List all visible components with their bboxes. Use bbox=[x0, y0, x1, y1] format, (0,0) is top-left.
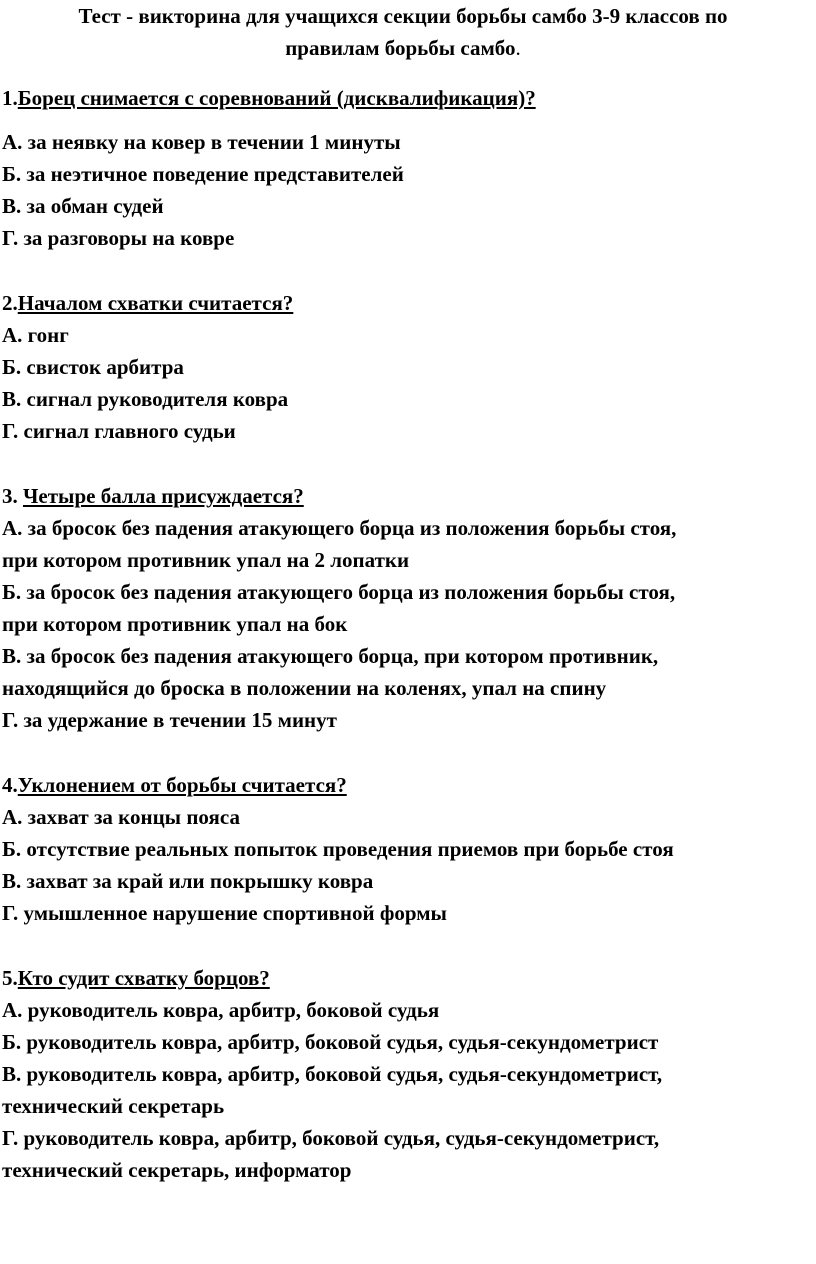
answer-option: В. захват за край или покрышку ковра bbox=[2, 869, 374, 893]
answer-option: Б. отсутствие реальных попыток проведения приемов при борьбе стоя bbox=[2, 837, 674, 861]
answer-option: Б. руководитель ковра, арбитр, боковой судья, судья-секундометрист bbox=[2, 1030, 659, 1054]
answer-option-continuation: при котором противник упал на бок bbox=[2, 612, 348, 636]
answer-option: Г. руководитель ковра, арбитр, боковой судья, судья-секундометрист, bbox=[2, 1126, 660, 1150]
question-heading bbox=[2, 287, 804, 319]
question-number: 2. bbox=[2, 291, 18, 315]
question-number: 1. bbox=[2, 86, 18, 110]
answer-option: А. гонг bbox=[2, 323, 69, 347]
question-block bbox=[2, 962, 804, 1186]
question-heading bbox=[2, 480, 804, 512]
question-block bbox=[2, 769, 804, 929]
question-text: Борец снимается с соревнований (дисквалификация)? bbox=[17, 86, 536, 110]
answer-option: А. захват за концы пояса bbox=[2, 805, 240, 829]
title-dot: . bbox=[515, 36, 521, 60]
question-number: 3. bbox=[2, 484, 23, 508]
answer-option: В. за бросок без падения атакующего борца, при котором противник, bbox=[2, 644, 659, 668]
question-text: Началом схватки считается? bbox=[17, 291, 294, 315]
title-line-1: Тест - викторина для учащихся секции борьбы самбо 3-9 классов по bbox=[78, 4, 728, 28]
question-text: Кто судит схватку борцов? bbox=[17, 966, 270, 990]
answer-option: В. сигнал руководителя ковра bbox=[2, 387, 289, 411]
answer-option: Г. за удержание в течении 15 минут bbox=[2, 708, 337, 732]
answer-option-continuation: при котором противник упал на 2 лопатки bbox=[2, 548, 410, 572]
questions-list bbox=[2, 82, 804, 1186]
question-heading bbox=[2, 962, 804, 994]
answer-option: Г. за разговоры на ковре bbox=[2, 226, 235, 250]
question-heading bbox=[2, 82, 804, 114]
question-block bbox=[2, 82, 804, 254]
question-heading bbox=[2, 769, 804, 801]
answer-option: А. руководитель ковра, арбитр, боковой судья bbox=[2, 998, 440, 1022]
answer-option: А. за неявку на ковер в течении 1 минуты bbox=[2, 130, 401, 154]
answer-option: Б. за неэтичное поведение представителей bbox=[2, 162, 404, 186]
answer-option-continuation: технический секретарь bbox=[2, 1094, 225, 1118]
answer-option: Г. умышленное нарушение спортивной формы bbox=[2, 901, 447, 925]
question-text: Четыре балла присуждается? bbox=[23, 484, 304, 508]
title-line-2-text: правилам борьбы самбо bbox=[285, 36, 516, 60]
answer-option: А. за бросок без падения атакующего борца из положения борьбы стоя, bbox=[2, 516, 677, 540]
answer-option: Б. за бросок без падения атакующего борца из положения борьбы стоя, bbox=[2, 580, 676, 604]
title-line-2 bbox=[2, 32, 804, 64]
answer-option-continuation: находящийся до броска в положении на коленях, упал на спину bbox=[2, 676, 607, 700]
question-number: 5. bbox=[2, 966, 18, 990]
question-text: Уклонением от борьбы считается? bbox=[17, 773, 347, 797]
question-block bbox=[2, 480, 804, 736]
answer-option: В. за обман судей bbox=[2, 194, 164, 218]
question-number: 4. bbox=[2, 773, 18, 797]
document-title bbox=[2, 0, 804, 64]
answer-option-continuation: технический секретарь, информатор bbox=[2, 1158, 352, 1182]
question-block bbox=[2, 287, 804, 447]
answer-option: Г. сигнал главного судьи bbox=[2, 419, 236, 443]
answer-option: Б. свисток арбитра bbox=[2, 355, 184, 379]
answer-option: В. руководитель ковра, арбитр, боковой судья, судья-секундометрист, bbox=[2, 1062, 663, 1086]
